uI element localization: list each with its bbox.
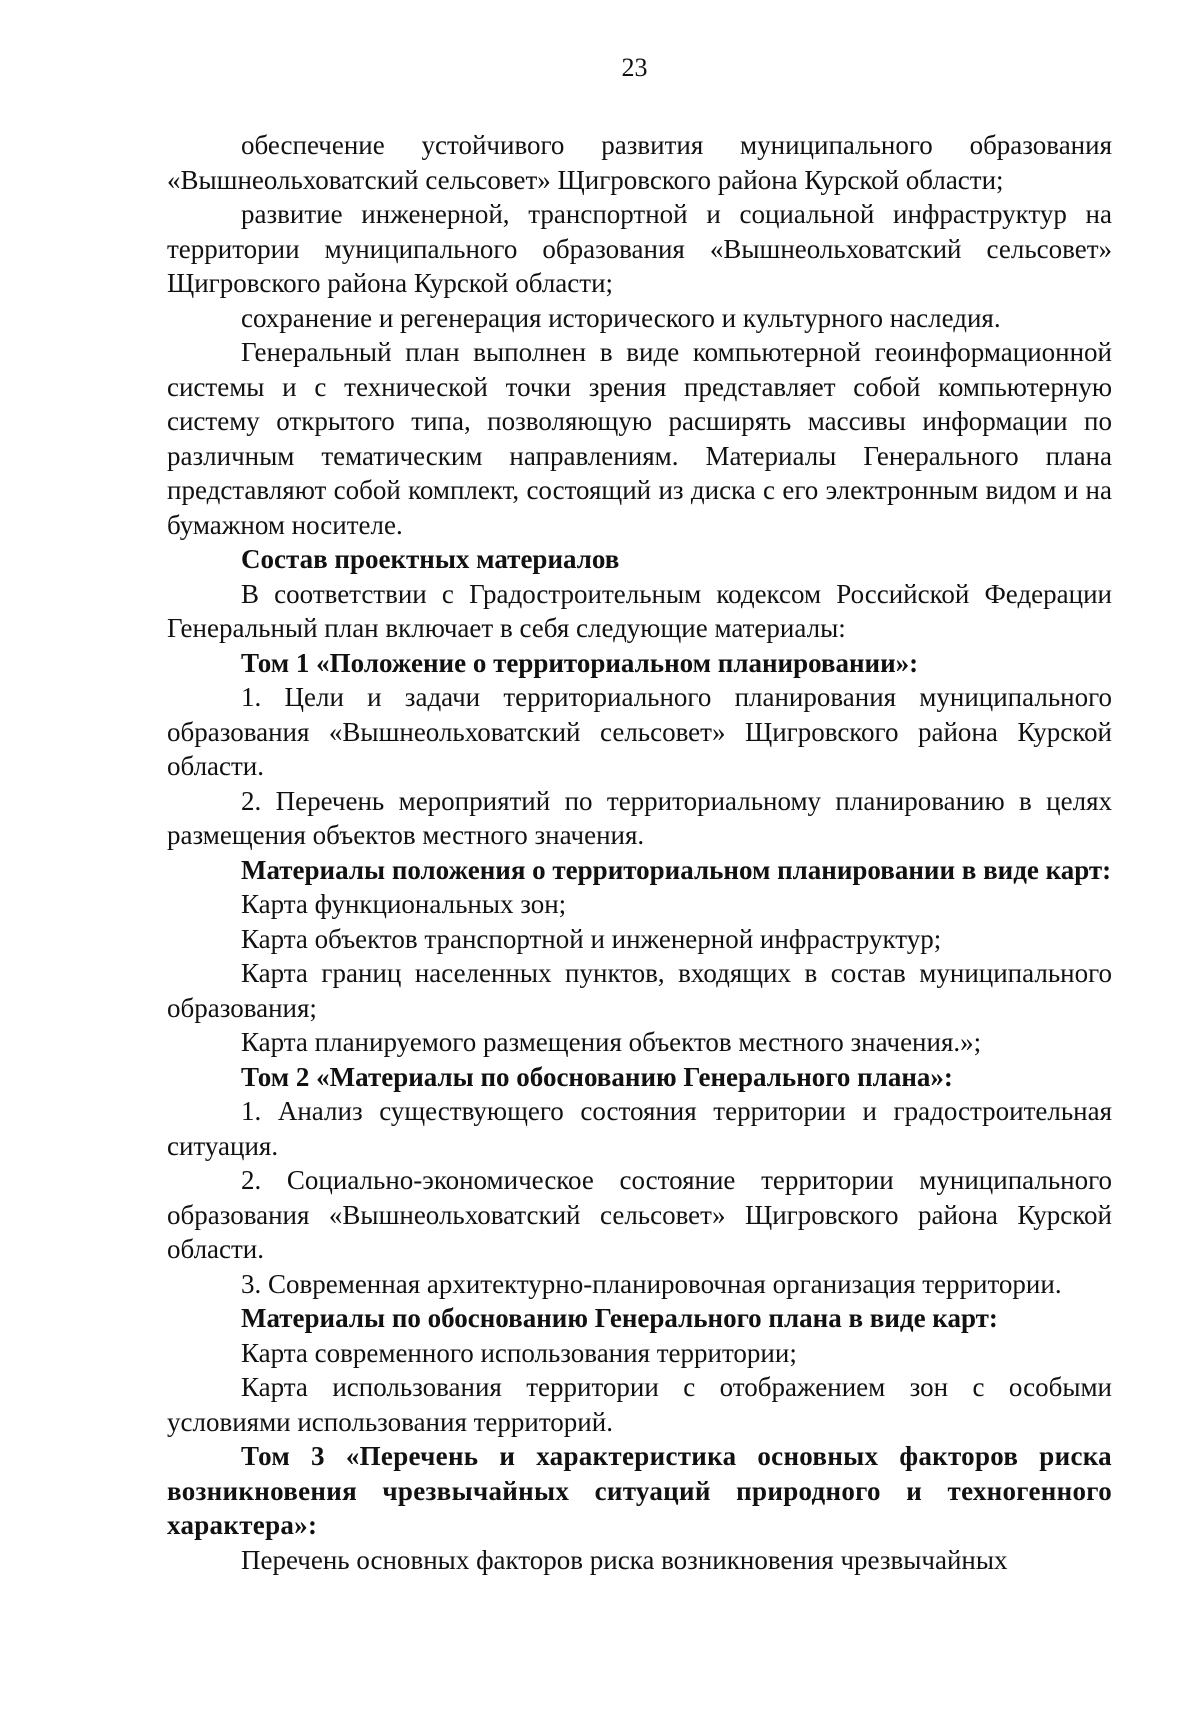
heading-volume-2: Том 2 «Материалы по обоснованию Генерального плана»: — [241, 1061, 953, 1092]
paragraph-goal-sustainable-development: обеспечение устойчивого развития муниципального образования «Вышнеольховатский сельсовет» Щигровского района Курской области; — [167, 130, 1112, 195]
paragraph-volume-1-item-1: 1. Цели и задачи территориального планирования муниципального образования «Вышнеольховатский сельсовет» Щигровского района Курской области. — [167, 682, 1112, 781]
document-body — [167, 128, 1112, 1577]
paragraph-goal-infrastructure: развитие инженерной, транспортной и социальной инфраструктур на территории муниципального образования «Вышнеольховатский сельсовет» Щигровского района Курской области; — [167, 199, 1112, 298]
heading-volume-3: Том 3 «Перечень и характеристика основных факторов риска возникновения чрезвычайных ситуаций природного и техногенного характера»: — [167, 1441, 1112, 1540]
paragraph-gis-description: Генеральный план выполнен в виде компьютерной геоинформационной системы и с технической точки зрения представляет собой компьютерную систему открытого типа, позволяющую расширять массивы информации по различным тематическим направлениям. Материалы Генерального плана представляют собой комплект, состоящий из диска с его электронным видом и на бумажном носителе. — [167, 337, 1112, 540]
document-page — [167, 50, 1112, 1577]
heading-volume-1: Том 1 «Положение о территориальном планировании»: — [241, 647, 919, 678]
paragraph-volume-2-item-3: 3. Современная архитектурно-планировочная организация территории. — [241, 1268, 1062, 1299]
paragraph-map-functional-zones: Карта функциональных зон; — [241, 889, 567, 919]
paragraph-code-reference: В соответствии с Градостроительным кодексом Российской Федерации Генеральный план включает в себя следующие материалы: — [167, 578, 1112, 643]
paragraph-volume-2-item-2: 2. Социально-экономическое состояние территории муниципального образования «Вышнеольховатский сельсовет» Щигровского района Курской области. — [167, 1165, 1112, 1264]
heading-volume-2-maps: Материалы по обоснованию Генерального плана в виде карт: — [241, 1303, 998, 1333]
heading-volume-1-maps: Материалы положения о территориальном планировании в виде карт: — [241, 854, 1112, 885]
page-number: 23 — [621, 53, 648, 82]
paragraph-map-planned-objects: Карта планируемого размещения объектов местного значения.»; — [241, 1027, 982, 1057]
paragraph-map-settlement-borders: Карта границ населенных пунктов, входящих в состав муниципального образования; — [167, 958, 1112, 1023]
paragraph-goal-heritage: сохранение и регенерация исторического и культурного наследия. — [241, 302, 1001, 333]
paragraph-map-special-zones: Карта использования территории с отображением зон с особыми условиями использования территорий. — [167, 1372, 1112, 1437]
paragraph-volume-2-item-1: 1. Анализ существующего состояния территории и градостроительная ситуация. — [167, 1096, 1112, 1161]
paragraph-map-current-use: Карта современного использования территории; — [241, 1337, 797, 1368]
paragraph-risk-factors: Перечень основных факторов риска возникновения чрезвычайных — [241, 1544, 1008, 1575]
heading-project-materials: Состав проектных материалов — [241, 544, 620, 574]
paragraph-map-transport-infrastructure: Карта объектов транспортной и инженерной инфраструктур; — [241, 923, 942, 954]
paragraph-volume-1-item-2: 2. Перечень мероприятий по территориальному планированию в целях размещения объектов местного значения. — [167, 785, 1112, 850]
